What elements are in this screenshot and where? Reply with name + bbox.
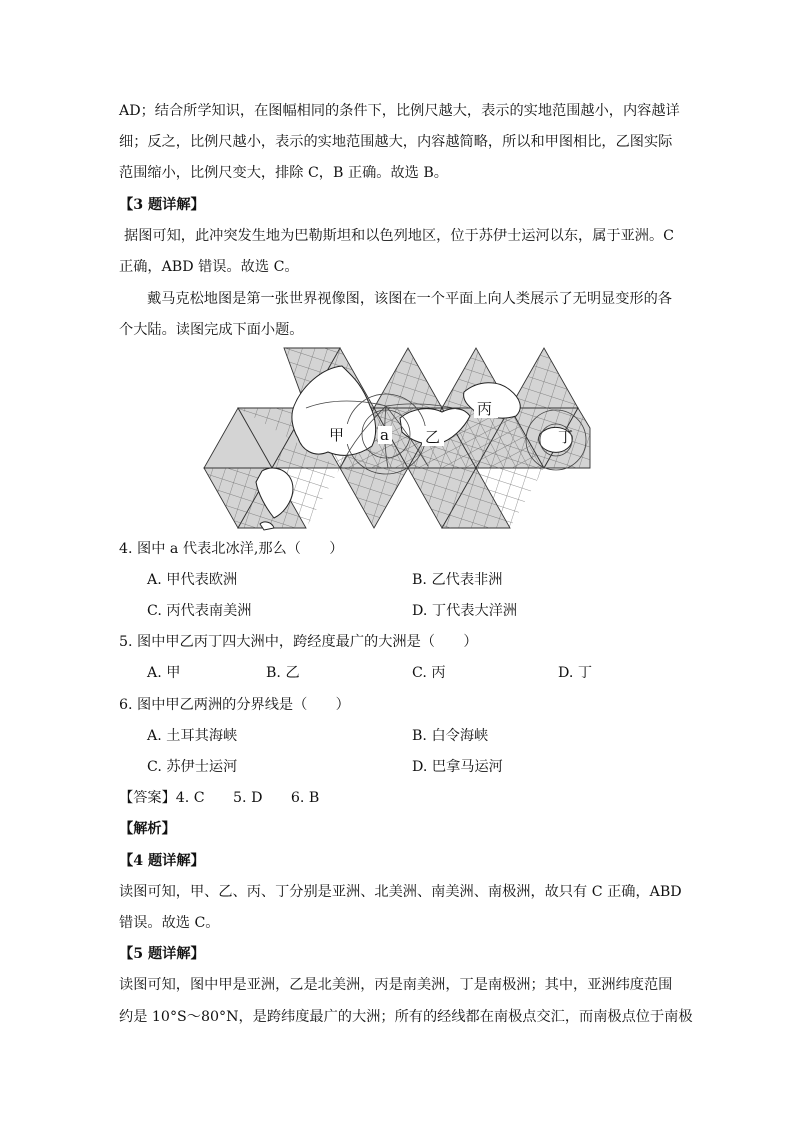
text-line: 读图可知，甲、乙、丙、丁分别是亚洲、北美洲、南美洲、南极洲，故只有 C 正确，ABD	[119, 884, 682, 900]
question-5-option-d: D. 丁	[558, 665, 593, 681]
question-5-option-a: A. 甲	[147, 665, 181, 681]
text-line: 个大陆。读图完成下面小题。	[119, 322, 304, 338]
text-line: 细；反之，比例尺越小，表示的实地范围越大，内容越简略，所以和甲图相比，乙图实际	[119, 134, 673, 150]
question-6-option-b: B. 白令海峡	[412, 728, 489, 744]
question-5-option-b: B. 乙	[266, 665, 300, 681]
text-line: 错误。故选 C。	[119, 915, 220, 931]
section-heading-q5: 【5 题详解】	[119, 946, 205, 962]
question-4-option-b: B. 乙代表非洲	[412, 572, 503, 588]
text-line: 范围缩小，比例尺变大，排除 C，B 正确。故选 B。	[119, 165, 448, 181]
question-4-option-a: A. 甲代表欧洲	[147, 572, 238, 588]
section-heading-q3: 【3 题详解】	[119, 197, 205, 213]
question-5-option-c: C. 丙	[412, 665, 446, 681]
question-6-option-c: C. 苏伊士运河	[147, 759, 238, 775]
question-6-option-d: D. 巴拿马运河	[412, 759, 503, 775]
analysis-heading: 【解析】	[119, 821, 176, 837]
question-6-option-a: A. 土耳其海峡	[147, 728, 238, 744]
label-jia: 甲	[329, 426, 345, 444]
question-5-stem: 5. 图中甲乙丙丁四大洲中，跨经度最广的大洲是（ ）	[119, 634, 478, 650]
question-4-stem: 4. 图中 a 代表北冰洋,那么（ ）	[119, 541, 344, 557]
question-4-option-c: C. 丙代表南美洲	[147, 603, 252, 619]
question-6-stem: 6. 图中甲乙两洲的分界线是（ ）	[119, 697, 350, 713]
label-yi: 乙	[425, 428, 441, 446]
text-line: AD；结合所学知识，在图幅相同的条件下，比例尺越大，表示的实地范围越小，内容越详	[119, 103, 680, 119]
question-4-option-d: D. 丁代表大洋洲	[412, 603, 518, 619]
label-ding: 丁	[558, 428, 574, 446]
text-line: 约是 10°S～80°N，是跨纬度最广的大洲；所有的经线都在南极点交汇，而南极点位于南极	[119, 1009, 693, 1025]
text-line: 读图可知，图中甲是亚洲，乙是北美洲，丙是南美洲，丁是南极洲；其中，亚洲纬度范围	[119, 977, 673, 993]
intro-paragraph: 戴马克松地图是第一张世界视像图，该图在一个平面上向人类展示了无明显变形的各	[147, 291, 672, 307]
text-line: 据图可知，此冲突发生地为巴勒斯坦和以色列地区，位于苏伊士运河以东，属于亚洲。C	[124, 228, 674, 244]
text-line: 正确，ABD 错误。故选 C。	[119, 259, 299, 275]
dymaxion-map-figure	[202, 346, 592, 532]
label-a: a	[380, 426, 389, 444]
section-heading-q4: 【4 题详解】	[119, 853, 205, 869]
answer-line: 【答案】4. C 5. D 6. B	[119, 790, 320, 806]
label-bing: 丙	[477, 400, 493, 418]
